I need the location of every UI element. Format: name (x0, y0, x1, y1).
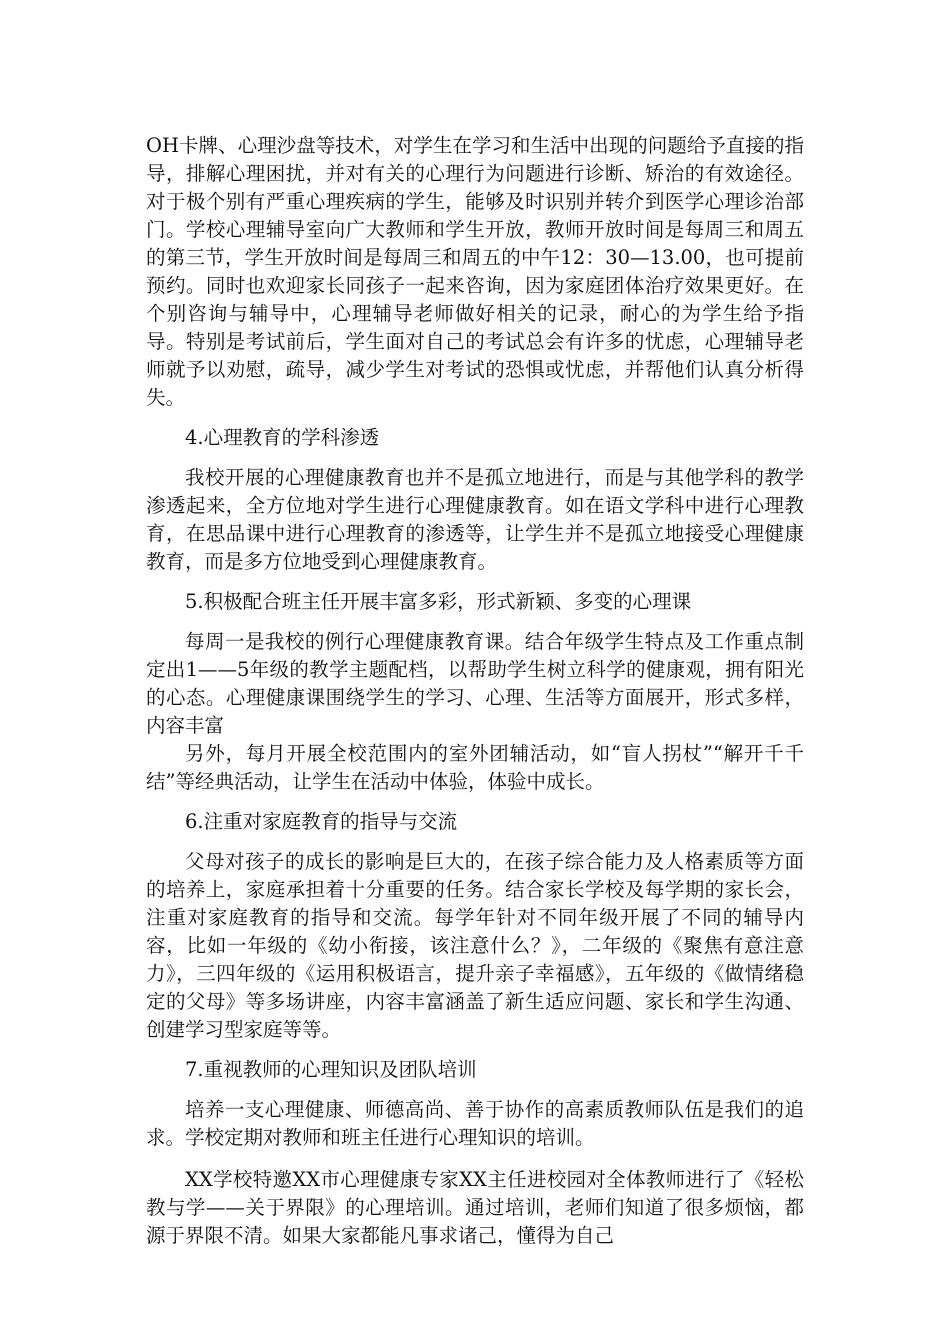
heading-psychology-class: 5.积极配合班主任开展丰富多彩，形式新颖、多变的心理课 (185, 590, 692, 613)
heading-subject-integration: 4.心理教育的学科渗透 (185, 426, 380, 449)
paragraph-family-education: 父母对孩子的成长的影响是巨大的，在孩子综合能力及人格素质等方面的培养上，家庭承担着十分重要的任务。结合家长学校及每学期的家长会，注重对家庭教育的指导和交流。每学年针对不同年级开展了不同的辅导内容，比如一年级的《幼小衔接，该注意什么？》，二年级的《聚焦有意注意力》，三四年级的《运用积极语言，提升亲子幸福感》，五年级的《做情绪稳定的父母》等多场讲座，内容丰富涵盖了新生适应问题、家长和学生沟通、创建学习型家庭等等。 (146, 850, 804, 1041)
document-body (146, 132, 804, 1250)
paragraph-group-activities: 另外，每月开展全校范围内的室外团辅活动，如“盲人拐杖”“解开千千结”等经典活动，让学生在活动中体验，体验中成长。 (146, 742, 804, 793)
heading-family-education: 6.注重对家庭教育的指导与交流 (185, 810, 458, 833)
paragraph-subject-integration: 我校开展的心理健康教育也并不是孤立地进行，而是与其他学科的教学渗透起来，全方位地对学生进行心理健康教育。如在语文学科中进行心理教育，在思品课中进行心理教育的渗透等，让学生并不是孤立地接受心理健康教育，而是多方位地受到心理健康教育。 (146, 466, 804, 573)
paragraph-expert-training: XX学校特邀XX市心理健康专家XX主任进校园对全体教师进行了《轻松教与学——关于界限》的心理培训。通过培训，老师们知道了很多烦恼，都源于界限不清。如果大家都能凡事求诸己，懂得为自己 (146, 1168, 804, 1247)
paragraph-psychology-class: 每周一是我校的例行心理健康教育课。结合年级学生特点及工作重点制定出1——5年级的教学主题配档，以帮助学生树立科学的健康观，拥有阳光的心态。心理健康课围绕学生的学习、心理、生活等方面展开，形式多样，内容丰富 (146, 630, 804, 737)
heading-teacher-training: 7.重视教师的心理知识及团队培训 (185, 1058, 477, 1081)
paragraph-teacher-team: 培养一支心理健康、师德高尚、善于协作的高素质教师队伍是我们的追求。学校定期对教师和班主任进行心理知识的培训。 (146, 1098, 804, 1149)
paragraph-counseling-room: OH卡牌、心理沙盘等技术，对学生在学习和生活中出现的问题给予直接的指导，排解心理困扰，并对有关的心理行为问题进行诊断、矫治的有效途径。对于极个别有严重心理疾病的学生，能够及时识别并转介到医学心理诊治部门。学校心理辅导室向广大教师和学生开放，教师开放时间是每周三和周五的第三节，学生开放时间是每周三和周五的中午12：30—13.00，也可提前预约。同时也欢迎家长同孩子一起来咨询，因为家庭团体治疗效果更好。在个别咨询与辅导中，心理辅导老师做好相关的记录，耐心的为学生给予指导。特别是考试前后，学生面对自己的考试总会有许多的忧虑，心理辅导老师就予以劝慰，疏导，减少学生对考试的恐惧或忧虑，并帮他们认真分析得失。 (146, 134, 804, 409)
